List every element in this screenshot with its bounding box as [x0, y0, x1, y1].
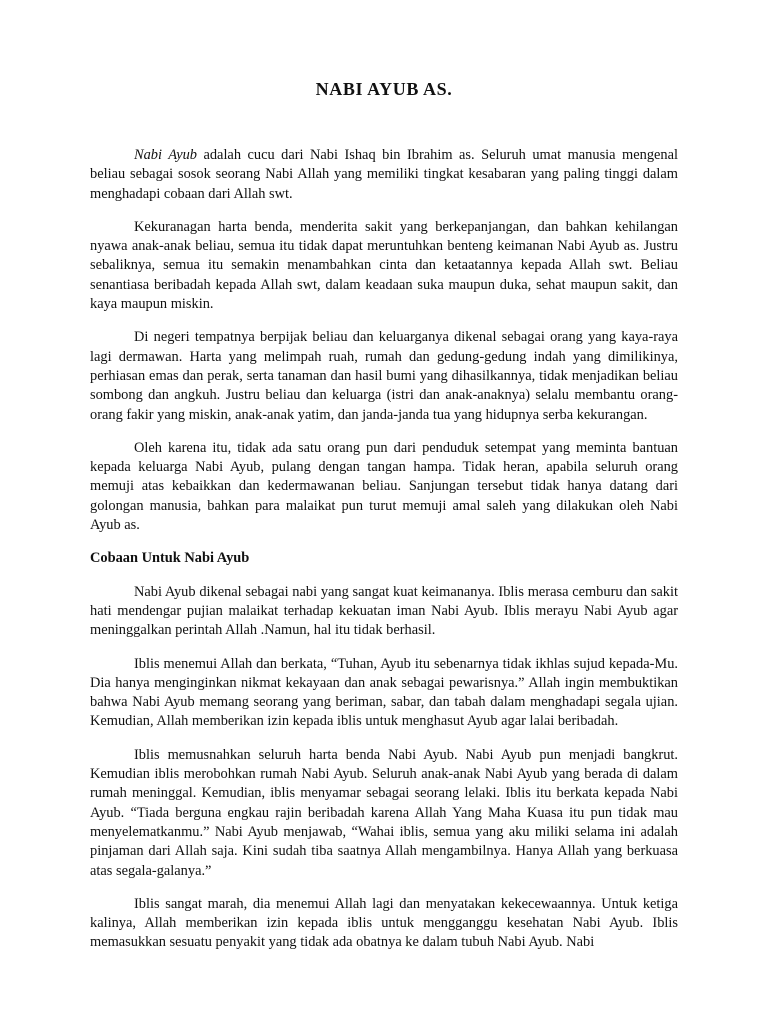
intro-text: adalah cucu dari Nabi Ishaq bin Ibrahim as. Seluruh umat manusia mengenal beliau sebagai sosok seorang Nabi Allah yang memiliki tingkat kesabaran yang paling tinggi dalam menghadapi cobaan dari Allah swt. [90, 147, 678, 202]
page-title: NABI AYUB AS. [315, 79, 453, 99]
paragraph: Kekuranagan harta benda, menderita sakit yang berkepanjangan, dan bahkan kehilangan nyawa anak-anak beliau, semua itu tidak dapat meruntuhkan benteng keimanan Nabi Ayub as. Justru sebaliknya, semua itu semakin menambahkan cinta dan ketaatannya kepada Allah swt. Beliau senantiasa beribadah kepada Allah swt, dalam keadaan suka maupun duka, sehat maupun sakit, dan kaya maupun miskin. [90, 218, 678, 313]
section-heading: Cobaan Untuk Nabi Ayub [90, 550, 250, 567]
document-body [90, 78, 678, 967]
paragraph: Oleh karena itu, tidak ada satu orang pun dari penduduk setempat yang meminta bantuan kepada keluarga Nabi Ayub, pulang dengan tangan hampa. Tidak heran, apabila seluruh orang memuji atas kebaikkan dan kedermawanan beliau. Sanjungan tersebut tidak hanya datang dari golongan manusia, bahkan para malaikat pun turut memuji amal saleh yang dilakukan oleh Nabi Ayub as. [90, 439, 678, 534]
paragraph: Iblis menemui Allah dan berkata, “Tuhan, Ayub itu sebenarnya tidak ikhlas sujud kepada-Mu. Dia hanya menginginkan nikmat kekayaan dan anak sebagai pewarisnya.” Allah ingin membuktikan bahwa Nabi Ayub memang seorang yang beriman, sabar, dan tabah dalam menghadapi segala ujian. Kemudian, Allah memberikan izin kepada iblis untuk menghasut Ayub agar lalai beribadah. [90, 655, 678, 730]
intro-name: Nabi Ayub [134, 147, 197, 163]
paragraph-intro [90, 146, 678, 204]
paragraph: Iblis memusnahkan seluruh harta benda Nabi Ayub. Nabi Ayub pun menjadi bangkrut. Kemudian iblis merobohkan rumah Nabi Ayub. Seluruh anak-anak Nabi Ayub yang berada di dalam rumah meninggal. Kemudian, iblis menyamar sebagai seorang lelaki. Iblis itu berkata kepada Nabi Ayub. “Tiada berguna engkau rajin beribadah karena Allah Yang Maha Kuasa itu pun tidak mau menyelematkanmu.” Nabi Ayub menjawab, “Wahai iblis, semua yang aku miliki selama ini adalah pinjaman dari Allah saja. Kini sudah tiba saatnya Allah mengambilnya. Hanya Allah yang berkuasa atas segala-galanya.” [90, 746, 678, 879]
paragraph: Nabi Ayub dikenal sebagai nabi yang sangat kuat keimananya. Iblis merasa cemburu dan sakit hati mendengar pujian malaikat terhadap kekuatan iman Nabi Ayub. Iblis merayu Nabi Ayub agar meninggalkan perintah Allah .Namun, hal itu tidak berhasil. [90, 583, 678, 639]
paragraph: Di negeri tempatnya berpijak beliau dan keluarganya dikenal sebagai orang yang kaya-raya lagi dermawan. Harta yang melimpah ruah, rumah dan gedung-gedung indah yang dimilikinya, perhiasan emas dan perak, serta tanaman dan hasil bumi yang dihasilkannya, tidak menjadikan beliau sombong dan angkuh. Justru beliau dan keluarga (istri dan anak-anaknya) selalu membantu orang-orang fakir yang miskin, anak-anak yatim, dan janda-janda tua yang hidupnya serba kekurangan. [90, 329, 678, 423]
paragraph: Iblis sangat marah, dia menemui Allah lagi dan menyatakan kekecewaannya. Untuk ketiga kalinya, Allah memberikan izin kepada iblis untuk mengganggu kesehatan Nabi Ayub. Iblis memasukkan sesuatu penyakit yang tidak ada obatnya ke dalam tubuh Nabi Ayub. Nabi [90, 895, 678, 951]
